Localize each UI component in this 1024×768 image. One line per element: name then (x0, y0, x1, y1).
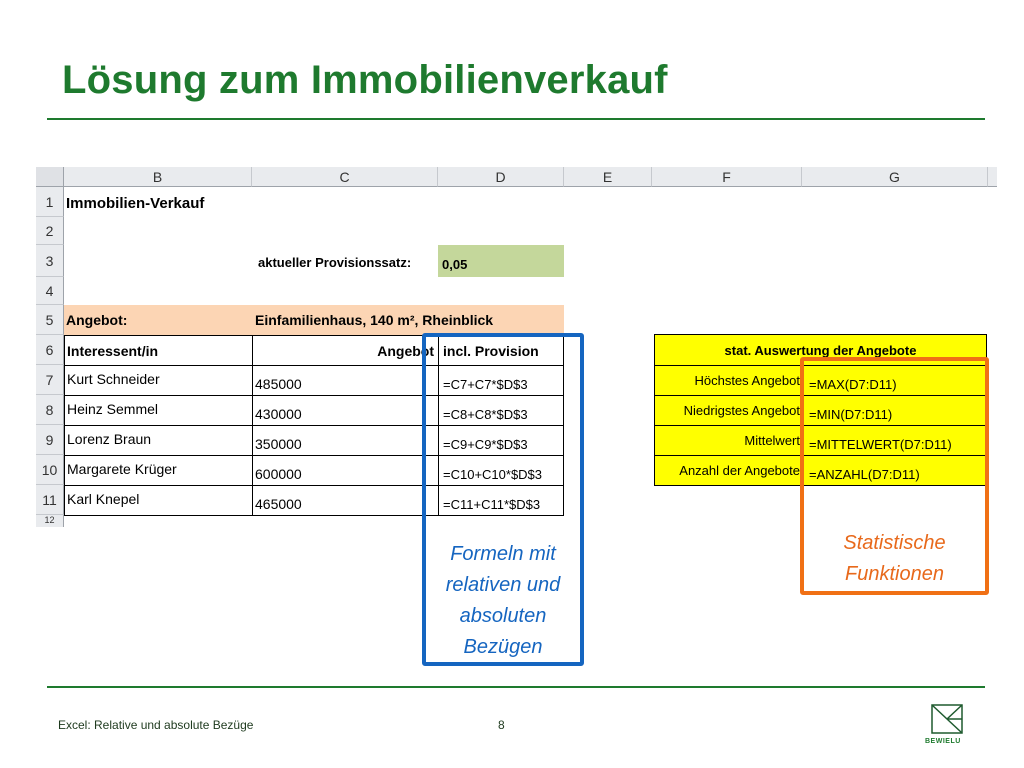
column-header-h[interactable] (988, 167, 997, 187)
stats-formula-cell[interactable]: =MAX(D7:D11) (802, 365, 987, 396)
stats-label-cell[interactable]: Mittelwert (654, 425, 803, 456)
angebot-cell[interactable]: 430000 (252, 395, 439, 426)
statistic-functions-callout-text: Statistische Funktionen (843, 532, 946, 585)
logo-text: BEWIELU (925, 738, 961, 745)
row-header-8[interactable]: 8 (36, 395, 64, 425)
formula-cell[interactable]: =C11+C11*$D$3 (438, 485, 564, 516)
name-cell[interactable]: Lorenz Braun (64, 425, 253, 456)
bewielu-logo-icon (930, 703, 964, 735)
stats-label-cell[interactable]: Anzahl der Angebote (654, 455, 803, 486)
name-cell[interactable]: Karl Knepel (64, 485, 253, 516)
formula-cell[interactable]: =C10+C10*$D$3 (438, 455, 564, 486)
column-header-b[interactable]: B (64, 167, 252, 187)
column-header-f[interactable]: F (652, 167, 802, 187)
stats-label-cell[interactable]: Höchstes Angebot (654, 365, 803, 396)
row-header-4[interactable]: 4 (36, 277, 64, 305)
provision-label-cell[interactable]: aktueller Provisionssatz: (258, 254, 412, 270)
row-header-5[interactable]: 5 (36, 305, 64, 335)
angebot-cell[interactable]: 350000 (252, 425, 439, 456)
row-header-7[interactable]: 7 (36, 365, 64, 395)
row-header-12[interactable]: 12 (36, 515, 64, 527)
slide-title: Lösung zum Immobilienverkauf (62, 58, 668, 102)
row-header-6[interactable]: 6 (36, 335, 64, 365)
column-header-c[interactable]: C (252, 167, 438, 187)
offer-value-cell[interactable]: Einfamilienhaus, 140 m², Rheinblick (255, 312, 494, 328)
row-header-11[interactable]: 11 (36, 485, 64, 515)
header-angebot-cell[interactable]: Angebot (252, 335, 439, 366)
row-header-3[interactable]: 3 (36, 245, 64, 277)
formula-cell[interactable]: =C8+C8*$D$3 (438, 395, 564, 426)
angebot-cell[interactable]: 485000 (252, 365, 439, 396)
footer-caption: Excel: Relative und absolute Bezüge (58, 718, 254, 732)
select-all-corner[interactable] (36, 167, 64, 187)
title-divider (47, 118, 985, 120)
stats-formula-cell[interactable]: =MIN(D7:D11) (802, 395, 987, 426)
relative-absolute-callout-text: Formeln mit relativen und absoluten Bezügen (445, 543, 561, 658)
stats-formula-cell[interactable]: =MITTELWERT(D7:D11) (802, 425, 987, 456)
row-header-1[interactable]: 1 (36, 187, 64, 217)
provision-rate-cell[interactable]: 0,05 (438, 245, 564, 277)
name-cell[interactable]: Kurt Schneider (64, 365, 253, 396)
column-header-g[interactable]: G (802, 167, 988, 187)
page-number: 8 (498, 718, 505, 732)
header-provision-cell[interactable]: incl. Provision (438, 335, 564, 366)
row-header-9[interactable]: 9 (36, 425, 64, 455)
name-cell[interactable]: Margarete Krüger (64, 455, 253, 486)
column-header-e[interactable]: E (564, 167, 652, 187)
stats-header-cell[interactable]: stat. Auswertung der Angebote (654, 334, 987, 366)
angebot-cell[interactable]: 600000 (252, 455, 439, 486)
header-interessent-cell[interactable]: Interessent/in (64, 335, 253, 366)
formula-cell[interactable]: =C9+C9*$D$3 (438, 425, 564, 456)
sheet-title-cell[interactable]: Immobilien-Verkauf (66, 194, 205, 212)
name-cell[interactable]: Heinz Semmel (64, 395, 253, 426)
column-header-d[interactable]: D (438, 167, 564, 187)
angebot-cell[interactable]: 465000 (252, 485, 439, 516)
stats-label-cell[interactable]: Niedrigstes Angebot (654, 395, 803, 426)
offer-label-cell[interactable]: Angebot: (66, 312, 128, 328)
row-header-10[interactable]: 10 (36, 455, 64, 485)
row-header-2[interactable]: 2 (36, 217, 64, 245)
stats-formula-cell[interactable]: =ANZAHL(D7:D11) (802, 455, 987, 486)
formula-cell[interactable]: =C7+C7*$D$3 (438, 365, 564, 396)
footer-divider (47, 686, 985, 688)
